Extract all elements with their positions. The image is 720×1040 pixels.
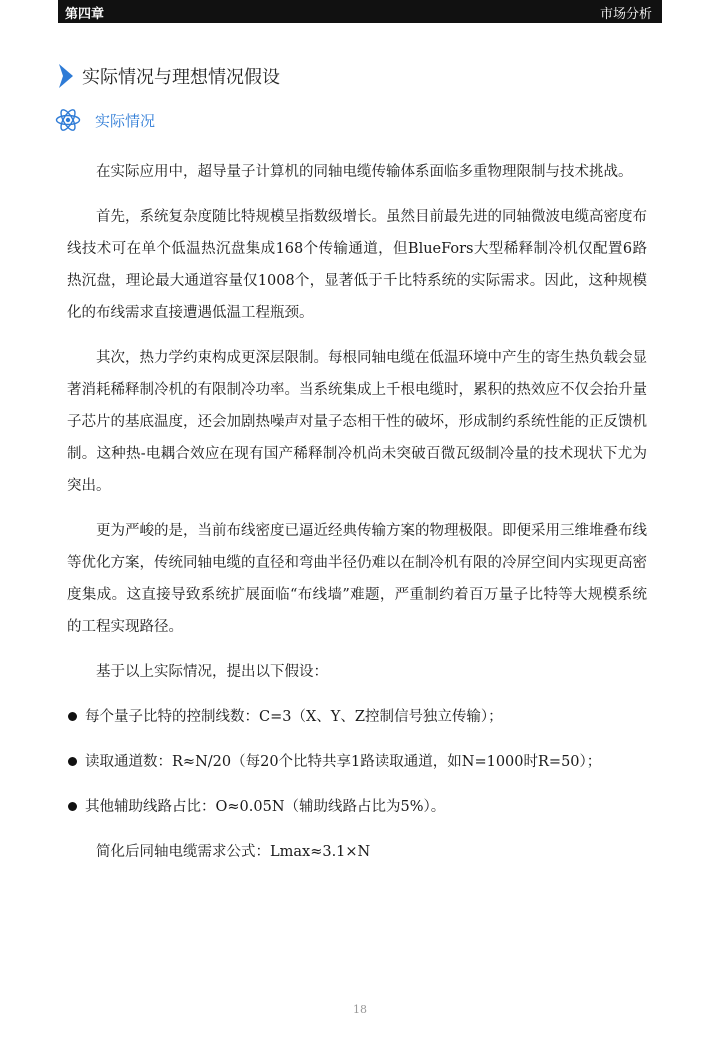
- paragraph-thermal: 其次，热力学约束构成更深层限制。每根同轴电缆在低温环境中产生的寄生热负载会显著消耗稀释制冷机的有限制冷功率。当系统集成上千根电缆时，累积的热效应不仅会抬升量子芯片的基底温度，还会加剧热噪声对量子态相干性的破坏，形成制约系统性能的正反馈机制。这种热-电耦合效应在现有国产稀释制冷机尚未突破百微瓦级制冷量的技术现状下尤为突出。: [67, 350, 647, 494]
- section-heading-text: 实际情况与理想情况假设: [82, 67, 280, 88]
- subsection-heading: [55, 106, 155, 134]
- body-content: [67, 156, 647, 881]
- atom-icon: [55, 107, 81, 133]
- bullet-text: 读取通道数：R≈N/20（每20个比特共享1路读取通道，如N=1000时R=50）；: [85, 754, 602, 770]
- section-label: 市场分析: [599, 7, 652, 22]
- page-number: 18: [353, 1003, 367, 1016]
- bullet-readout-channels: [67, 746, 647, 778]
- paragraph-complexity: 首先，系统复杂度随比特规模呈指数级增长。虽然目前最先进的同轴微波电缆高密度布线技术可在单个低温热沉盘集成168个传输通道，但BlueFors大型稀释制冷机仅配置6路热沉盘，理论最大通道容量仅1008个，显著低于千比特系统的实际需求。因此，这种规模化的布线需求直接遭遇低温工程瓶颈。: [67, 209, 647, 321]
- page-header: [58, 0, 662, 23]
- subsection-heading-text: 实际情况: [95, 111, 156, 130]
- formula-line: 简化后同轴电缆需求公式：Lmax≈3.1×N: [96, 844, 371, 860]
- bullet-text: 每个量子比特的控制线数：C=3（X、Y、Z控制信号独立传输）；: [85, 709, 503, 725]
- bullet-auxiliary-lines: [67, 791, 647, 823]
- bullet-dot-icon: [68, 802, 77, 811]
- bullet-dot-icon: [68, 757, 77, 766]
- bullet-dot-icon: [68, 712, 77, 721]
- paragraph-assumption-lead: 基于以上实际情况，提出以下假设：: [96, 664, 328, 680]
- bullet-text: 其他辅助线路占比：O≈0.05N（辅助线路占比为5%）。: [85, 799, 446, 815]
- chapter-label: 第四章: [65, 7, 105, 22]
- section-heading: [58, 62, 280, 90]
- chevron-right-icon: [58, 63, 74, 89]
- paragraph-density: 更为严峻的是，当前布线密度已逼近经典传输方案的物理极限。即便采用三维堆叠布线等优化方案，传统同轴电缆的直径和弯曲半径仍难以在制冷机有限的冷屏空间内实现更高密度集成。这直接导致系统扩展面临“布线墙”难题，严重制约着百万量子比特等大规模系统的工程实现路径。: [67, 523, 647, 635]
- paragraph-intro: 在实际应用中，超导量子计算机的同轴电缆传输体系面临多重物理限制与技术挑战。: [96, 164, 633, 180]
- bullet-control-lines: [67, 701, 647, 733]
